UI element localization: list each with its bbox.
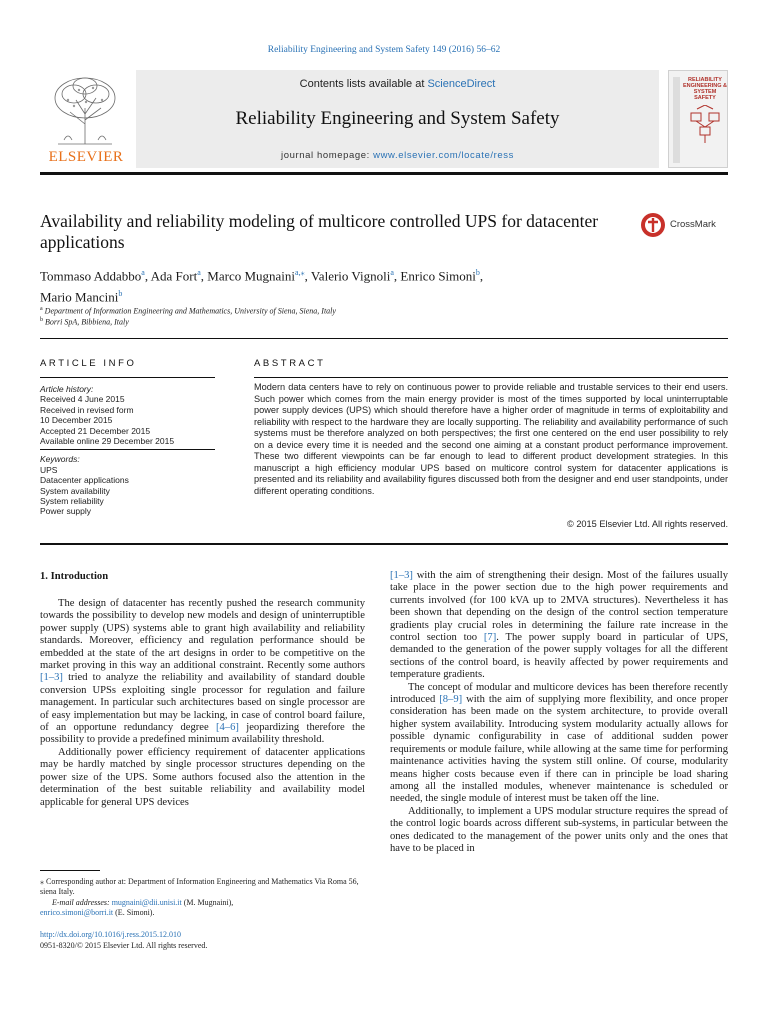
email-owner: (M. Mugnaini), <box>181 897 234 907</box>
introduction-heading: 1. Introduction <box>40 571 109 582</box>
article-info-heading: ARTICLE INFO <box>40 358 137 369</box>
affiliation-text: Department of Information Engineering and Mathematics, University of Siena, Siena, Italy <box>44 306 336 316</box>
author[interactable]: Mario Mancini <box>40 289 119 305</box>
citation-link[interactable]: [8–9] <box>439 694 463 706</box>
abstract-heading: ABSTRACT <box>254 358 326 369</box>
paragraph-text: The concept of modular and multicore devices has been therefore recently introduced <box>390 681 728 706</box>
paragraph <box>390 682 728 806</box>
history-label: Article history: <box>40 384 94 394</box>
history-item: Received 4 June 2015 <box>40 394 125 405</box>
sciencedirect-link[interactable]: ScienceDirect <box>427 78 496 90</box>
elsevier-logo <box>40 70 132 168</box>
author-affiliation-mark: b <box>118 289 123 299</box>
author[interactable]: Enrico Simoni <box>400 268 476 284</box>
paragraph: Additionally power efficiency requirement of datacenter applications may be hardly matched by single processor structures depending on the power size of the UPS. Some authors focused also the attention in the determination of the best suitable reliability and availability model applicable for general UPS devices <box>40 746 365 808</box>
crossmark-label: CrossMark <box>670 219 716 230</box>
email-owner: (E. Simoni). <box>113 908 155 918</box>
publisher-name: ELSEVIER <box>48 149 124 165</box>
doi-block <box>40 930 207 951</box>
citation-link[interactable]: [1–3] <box>390 570 413 581</box>
email-line <box>40 908 370 918</box>
paragraph-text: with the aim of strengthening their design. Most of the failures usually take place in the power section due to the high power requirements and currents involved (for 100 kVA up to 2MVA structures). Nevertheless it has been shown that depending on the design of the control section temperature gradients play crucial roles in determining the failure rate increase in the control section too <box>390 570 728 644</box>
paragraph-text: . The power supply board in particular of UPS, demanded to the generation of the power supply voltages for all the different sections of the control board, is heavily affected by power requirements and temperature gradients. <box>390 632 728 681</box>
paragraph-text: tried to analyze the reliability and availability of standard double conversion UPSs exploiting single processor for regulation and failure management. In particular such architectures based on single processor are of easy implementation but may be lacking, in case of control board failure, of an opportune redundancy degree <box>40 672 365 734</box>
paragraph <box>390 570 728 682</box>
keyword: UPS <box>40 464 58 475</box>
citation-link[interactable]: [1–3] <box>40 672 63 684</box>
contents-prefix: Contents lists available at <box>299 78 428 90</box>
journal-cover-thumbnail[interactable] <box>668 70 728 168</box>
author-affiliation-mark: a,⁎ <box>295 268 305 277</box>
abstract-text: Modern data centers have to rely on continuous power to provide reliable and trustable services to their end users. Such power which comes from the main energy provider is most of the times supported by local uninterruptable power supply devices (UPS) which should therefore have a higher order of magnitude in terms of exploitability and reliability with respect to the hardware they are locally supporting. The reliability and availability performance of such systems must be therefore analyzed on both perspectives; the first one centered on the end user possibility to rely on a device every time it is needed and the second one aiming at a constant product performance improvement. These two different viewpoints can be far enough to lead to different product development strategies. In this manuscript a high efficiency modular UPS based on multicore control system for datacenter applications is presented and its reliability and availability figures discussed both from the designer and end user standpoints, under different operating conditions. <box>254 382 728 496</box>
article-info-rule <box>40 377 215 378</box>
footnote <box>40 877 370 919</box>
crossmark-icon <box>640 212 666 238</box>
citation-link[interactable]: [7] <box>483 632 497 644</box>
author[interactable]: Marco Mugnaini <box>207 268 296 284</box>
journal-citation[interactable]: Reliability Engineering and System Safety 149 (2016) 56–62 <box>267 45 501 55</box>
right-body-column <box>390 570 728 855</box>
author[interactable]: Ada Fort <box>150 268 198 284</box>
cover-diagram-icon <box>687 105 723 149</box>
abstract-copyright: © 2015 Elsevier Ltd. All rights reserved. <box>567 519 728 529</box>
homepage-prefix: journal homepage: <box>280 150 374 161</box>
author-affiliation-mark: a <box>141 268 145 277</box>
email-link[interactable]: mugnaini@dii.unisi.it <box>111 897 182 907</box>
history-item: 10 December 2015 <box>40 415 113 426</box>
homepage-line <box>136 150 659 161</box>
affiliation <box>40 306 336 316</box>
author[interactable]: Valerio Vignoli <box>310 268 391 284</box>
keyword: Datacenter applications <box>40 475 129 486</box>
article-title: Availability and reliability modeling of multicore controlled UPS for datacenter applications <box>40 211 599 252</box>
author-affiliation-mark: a <box>197 268 201 277</box>
affiliation-text: Borri SpA, Bibbiena, Italy <box>45 317 129 327</box>
email-link[interactable]: enrico.simoni@borri.it <box>40 908 114 918</box>
affiliation <box>40 317 129 327</box>
keyword: System reliability <box>40 496 104 507</box>
history-item: Received in revised form <box>40 404 134 415</box>
article-info <box>40 384 215 517</box>
author-affiliation-mark: b <box>475 268 480 277</box>
paragraph-text: with the aim of supplying more flexibility, and once proper consideration has been made on the system architecture, to provide overall higher system availability. Introducing system modularity actually allows for possible dynamic configurability in case of additional sudden power requirements or module failure, while allowing at the same time for performing maintenance activities having the system still online. Of course, modularity means higher costs because even if there can in principle be load sharing among all the installed modules, whenever maintenance is scheduled or needed, the single module of interest must be taken off the line. <box>390 694 728 805</box>
affiliation-divider <box>40 338 728 339</box>
abstract-divider <box>40 543 728 545</box>
contents-line <box>136 78 659 90</box>
history-item: Available online 29 December 2015 <box>40 436 175 447</box>
paragraph-text: The design of datacenter has recently pushed the research community towards the possibility to develop new models and design of uninterruptible power supply (UPS) systems able to grant high availability and reliability standards. Moreover, efficiency and regulation performance should be embedded at the state of the art designs in order to be competitive on the market proving in this way an additional constraint. Recently some authors <box>40 598 365 672</box>
affiliation-mark: b <box>40 317 43 323</box>
left-body-column <box>40 598 365 809</box>
email-line <box>40 898 370 908</box>
author-affiliation-mark: a <box>390 268 394 277</box>
keywords-label: Keywords: <box>40 454 80 465</box>
paragraph <box>40 598 365 747</box>
affiliation-mark: a <box>40 306 43 312</box>
crossmark-badge[interactable] <box>640 212 728 240</box>
header-divider <box>40 172 728 175</box>
homepage-link[interactable]: www.elsevier.com/locate/ress <box>373 150 514 161</box>
footnote-rule <box>40 870 100 871</box>
keywords-rule <box>40 449 215 450</box>
history-item: Accepted 21 December 2015 <box>40 425 151 436</box>
cover-strip <box>673 77 680 163</box>
author-list: Tommaso Addabbo$^a$, Ada Fort$^a$, Marco Mugnaini$^{a,⁎}$, Valerio Vignoli$^a$, Enrico Simoni$^b$, Mario Mancini$^b$ <box>40 268 484 305</box>
journal-info-box <box>136 70 659 168</box>
keyword: System availability <box>40 485 110 496</box>
issn-line: 0951-8320/© 2015 Elsevier Ltd. All rights reserved. <box>40 940 208 950</box>
paragraph-text: jeopardizing therefore the possibility to provide a predefined minimum availability threshold. <box>40 722 365 746</box>
keyword: Power supply <box>40 506 92 517</box>
paragraph: Additionally, to implement a UPS modular structure requires the spread of the control logic boards across different sub-systems, in particular between the ones dedicated to the management of the power units only and the ones that have to be placed in <box>390 805 728 854</box>
abstract-rule <box>254 377 728 378</box>
author[interactable]: Tommaso Addabbo <box>40 268 142 284</box>
email-label: E-mail addresses: <box>52 897 112 907</box>
journal-header <box>40 70 728 168</box>
citation-link[interactable]: [4–6] <box>215 722 239 734</box>
elsevier-tree-icon <box>46 74 124 146</box>
doi-link[interactable]: http://dx.doi.org/10.1016/j.ress.2015.12.010 <box>40 930 181 939</box>
corresponding-author-note: ⁎ Corresponding author at: Department of Information Engineering and Mathematics Via Roma 56, siena Italy. <box>40 877 359 897</box>
cover-title: RELIABILITY ENGINEERING & SYSTEM SAFETY <box>683 77 728 101</box>
journal-name: Reliability Engineering and System Safety <box>235 108 560 129</box>
